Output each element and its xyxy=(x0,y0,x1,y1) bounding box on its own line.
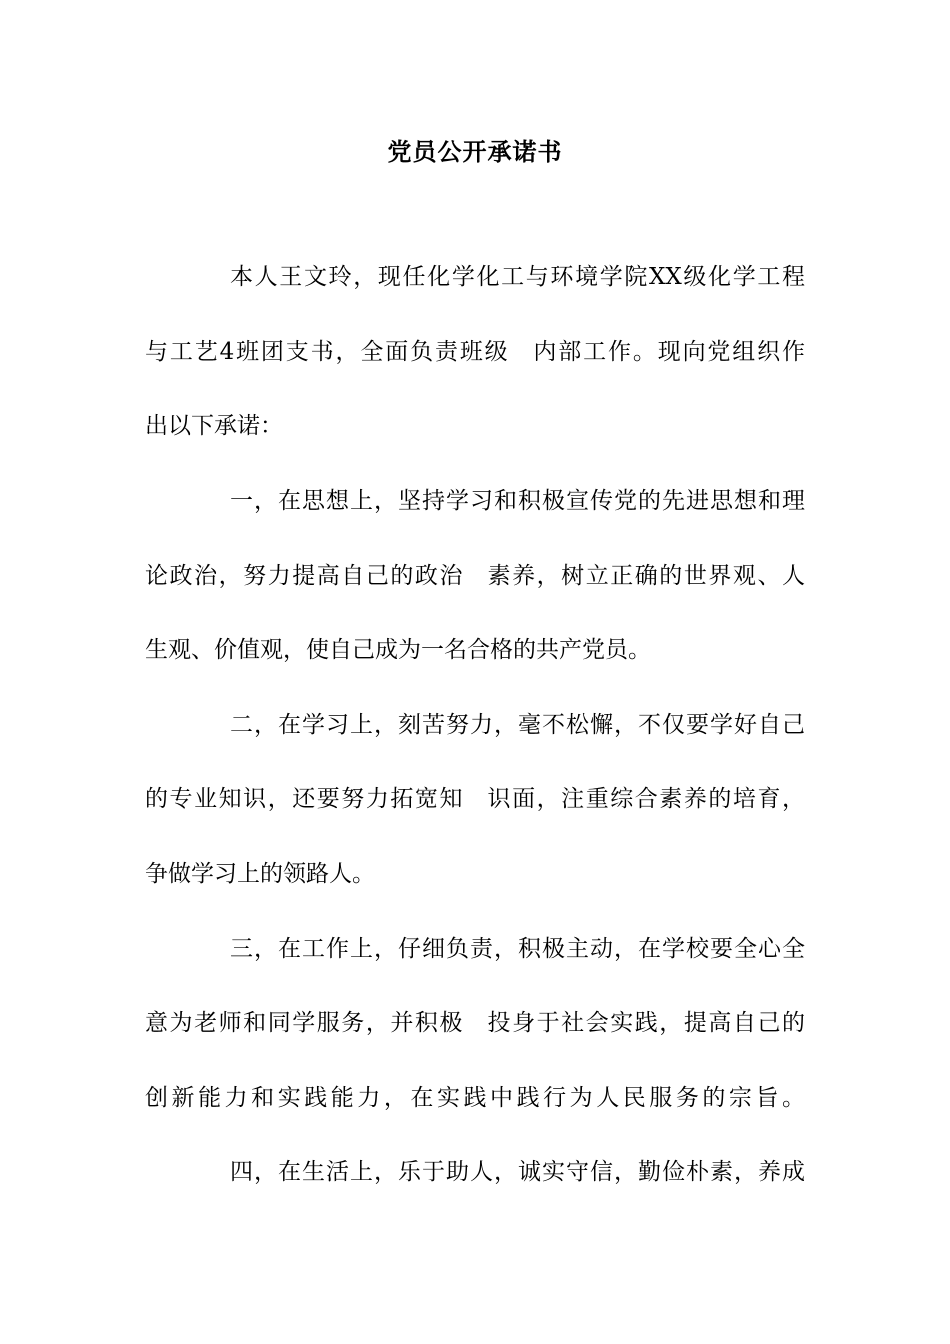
paragraph-4-line-3: 创新能力和实践能力，在实践中践行为人民服务的宗旨。 xyxy=(145,1085,805,1111)
paragraph-1-line-2 xyxy=(145,336,805,368)
paragraph-3-line-2 xyxy=(145,783,805,815)
paragraph-2-line-3: 生观、价值观，使自己成为一名合格的共产党员。 xyxy=(145,637,651,663)
paragraph-2-line-1: 一，在思想上，坚持学习和积极宣传党的先进思想和理 xyxy=(230,488,805,514)
paragraph-2-line-2 xyxy=(145,560,805,592)
paragraph-3-line-2-part-1: 的专业知识，还要努力拓宽知 xyxy=(145,786,464,812)
paragraph-1-line-2-part-1: 与工艺4班团支书，全面负责班级 xyxy=(145,339,510,365)
paragraph-4-line-1: 三，在工作上，仔细负责，积极主动，在学校要全心全 xyxy=(230,936,805,962)
paragraph-4-line-2-part-2: 投身于社会实践，提高自己的 xyxy=(486,1010,806,1036)
paragraph-3-line-3: 争做学习上的领路人。 xyxy=(145,861,375,887)
paragraph-2-line-2-part-1: 论政治，努力提高自己的政治 xyxy=(145,563,464,589)
paragraph-5-line-1: 四，在生活上，乐于助人，诚实守信，勤俭朴素，养成 xyxy=(230,1159,805,1185)
paragraph-4-line-2-part-1: 意为老师和同学服务，并积极 xyxy=(145,1010,464,1036)
paragraph-1-line-3: 出以下承诺： xyxy=(145,413,283,439)
document-title: 党员公开承诺书 xyxy=(387,137,563,166)
paragraph-1-line-1: 本人王文玲，现任化学化工与环境学院XX级化学工程 xyxy=(230,264,805,290)
paragraph-3-line-1: 二，在学习上，刻苦努力，毫不松懈，不仅要学好自己 xyxy=(230,712,805,738)
paragraph-1-line-2-part-2: 内部工作。现向党组织作 xyxy=(531,339,806,365)
paragraph-2-line-2-part-2: 素养，树立正确的世界观、人 xyxy=(486,563,806,589)
paragraph-3-line-2-part-2: 识面，注重综合素养的培育， xyxy=(486,786,806,812)
paragraph-4-line-2 xyxy=(145,1007,805,1039)
